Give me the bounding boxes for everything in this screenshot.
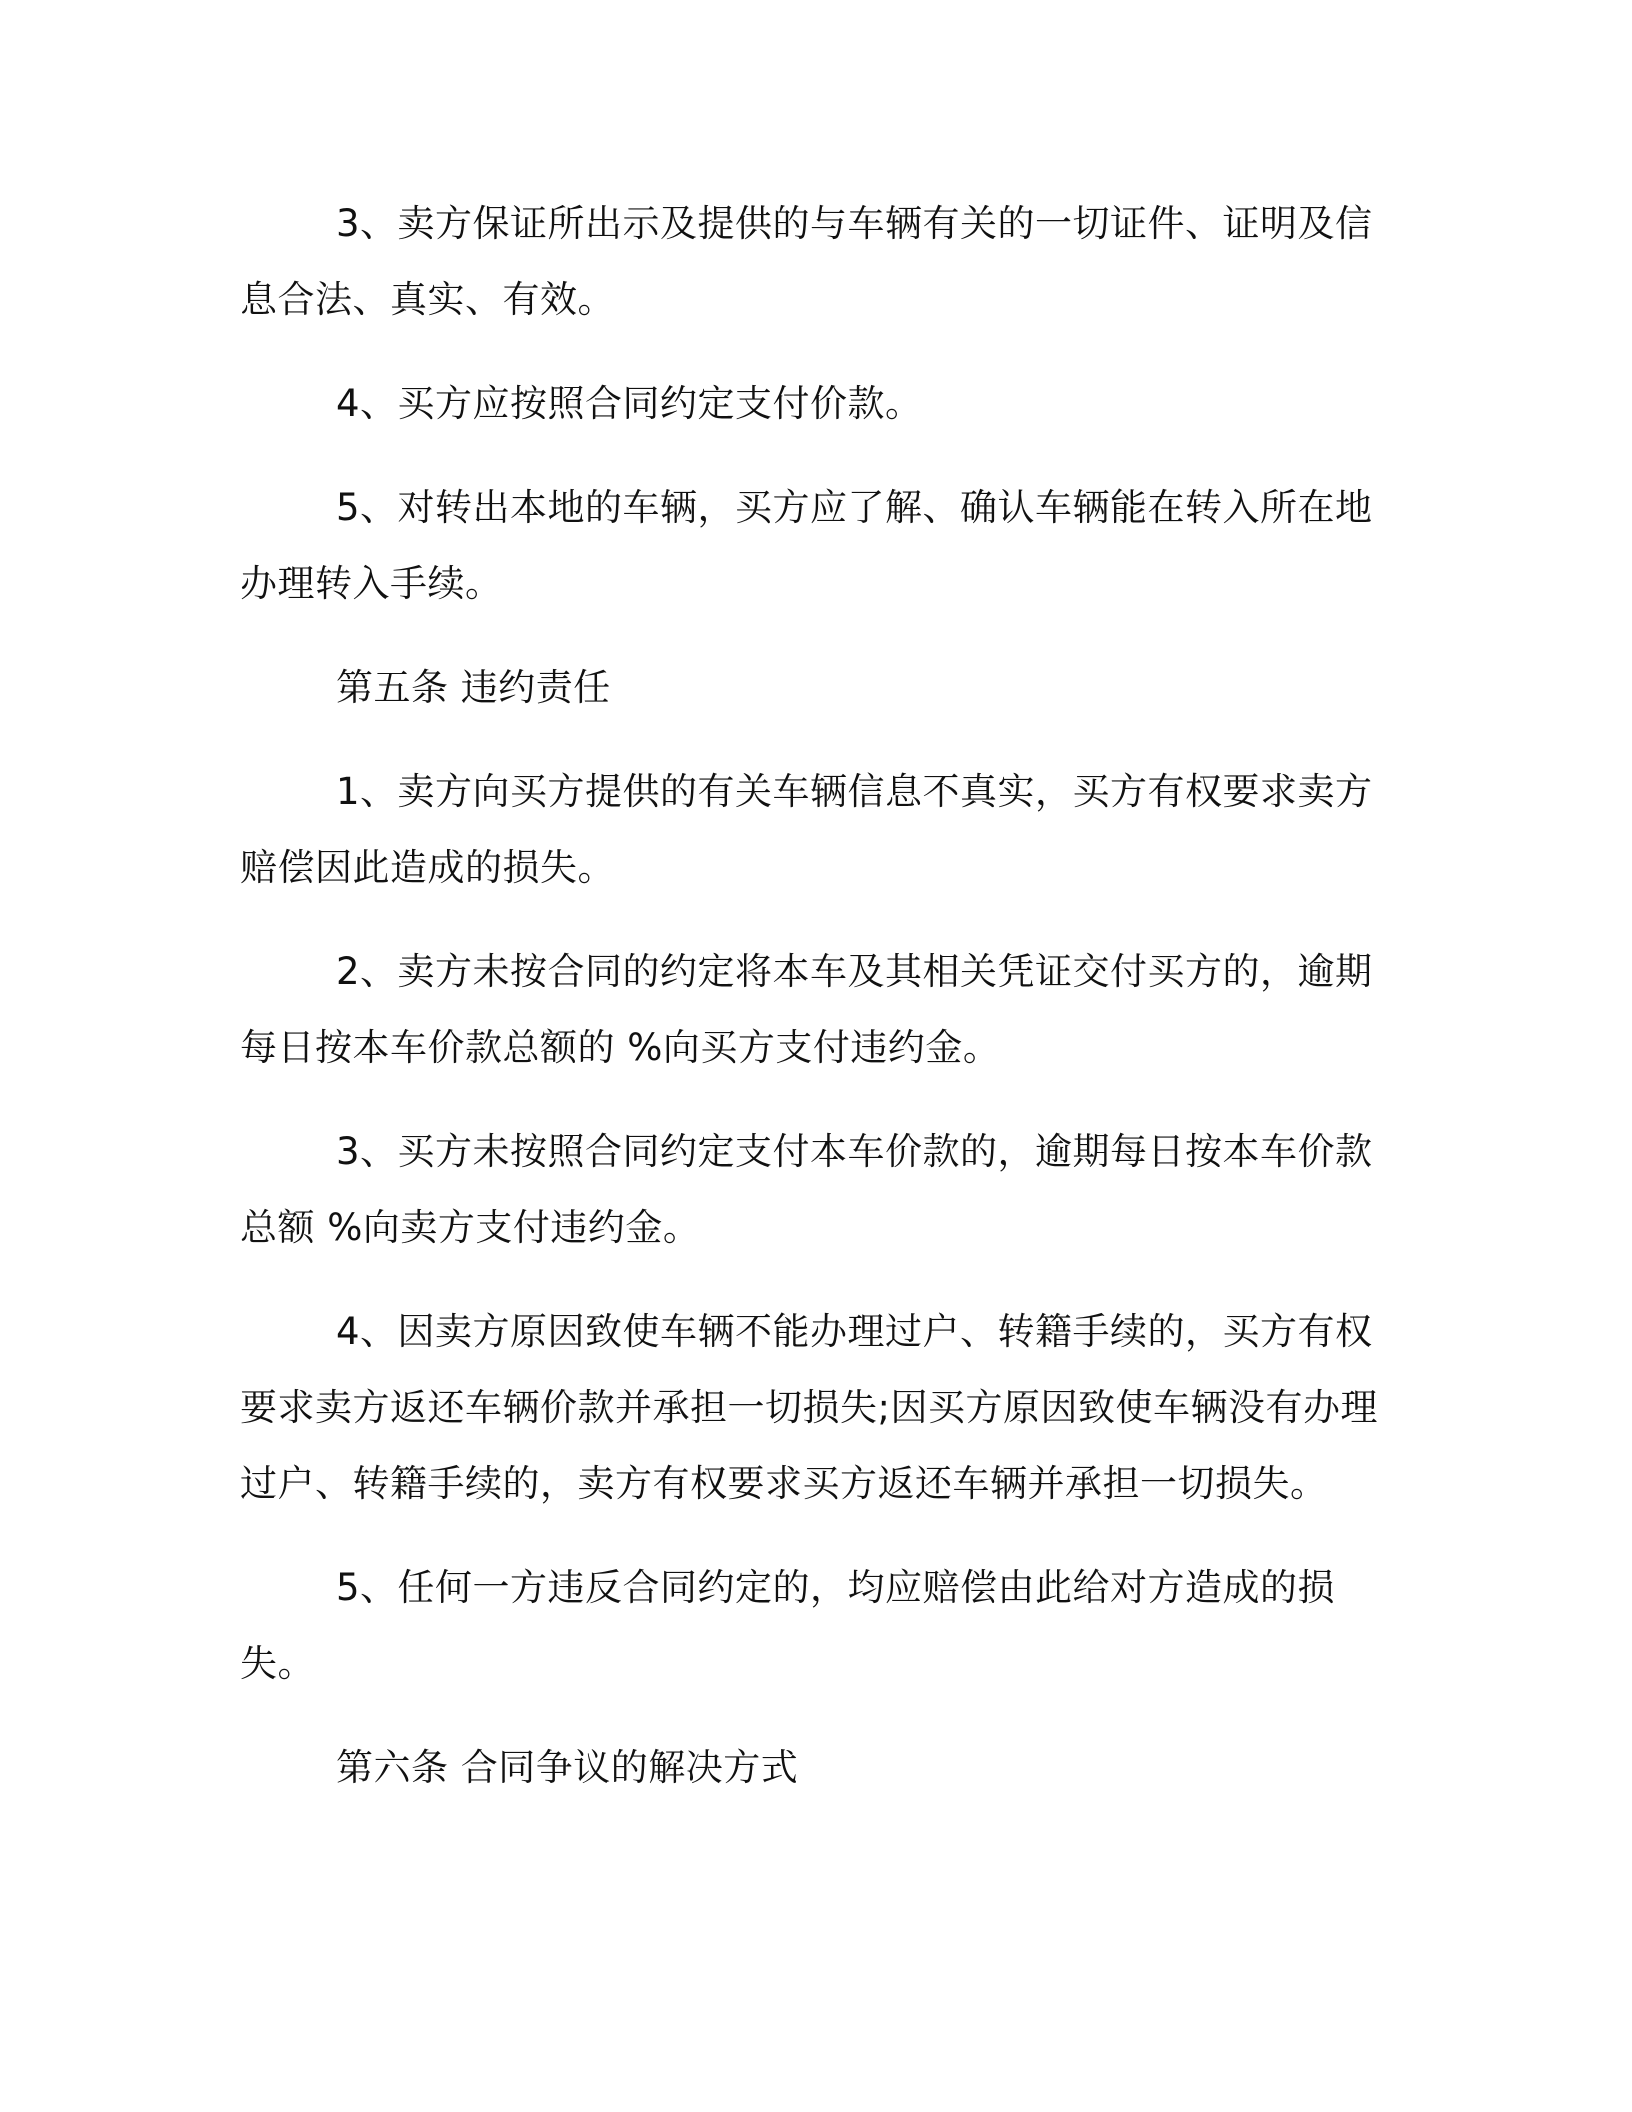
article-heading: 第五条 违约责任 (336, 666, 611, 709)
clause-paragraph: 3、卖方保证所出示及提供的与车辆有关的一切证件、证明及信息合法、真实、有效。 (240, 202, 1373, 321)
document-body (240, 186, 1392, 1834)
clause-paragraph: 4、因卖方原因致使车辆不能办理过户、转籍手续的，买方有权要求卖方返还车辆价款并承担一切损失;因买方原因致使车辆没有办理过户、转籍手续的，卖方有权要求买方返还车辆并承担一切损失。 (240, 1310, 1378, 1505)
clause-paragraph: 5、对转出本地的车辆，买方应了解、确认车辆能在转入所在地办理转入手续。 (240, 486, 1373, 605)
clause-paragraph: 2、卖方未按合同的约定将本车及其相关凭证交付买方的，逾期每日按本车价款总额的 %向买方支付违约金。 (240, 950, 1373, 1069)
clause-paragraph: 3、买方未按照合同约定支付本车价款的，逾期每日按本车价款总额 %向卖方支付违约金。 (240, 1130, 1373, 1249)
clause-paragraph: 5、任何一方违反合同约定的，均应赔偿由此给对方造成的损失。 (240, 1566, 1336, 1685)
clause-paragraph: 4、买方应按照合同约定支付价款。 (336, 382, 923, 425)
article-heading: 第六条 合同争议的解决方式 (336, 1746, 799, 1789)
clause-paragraph: 1、卖方向买方提供的有关车辆信息不真实，买方有权要求卖方赔偿因此造成的损失。 (240, 770, 1373, 889)
